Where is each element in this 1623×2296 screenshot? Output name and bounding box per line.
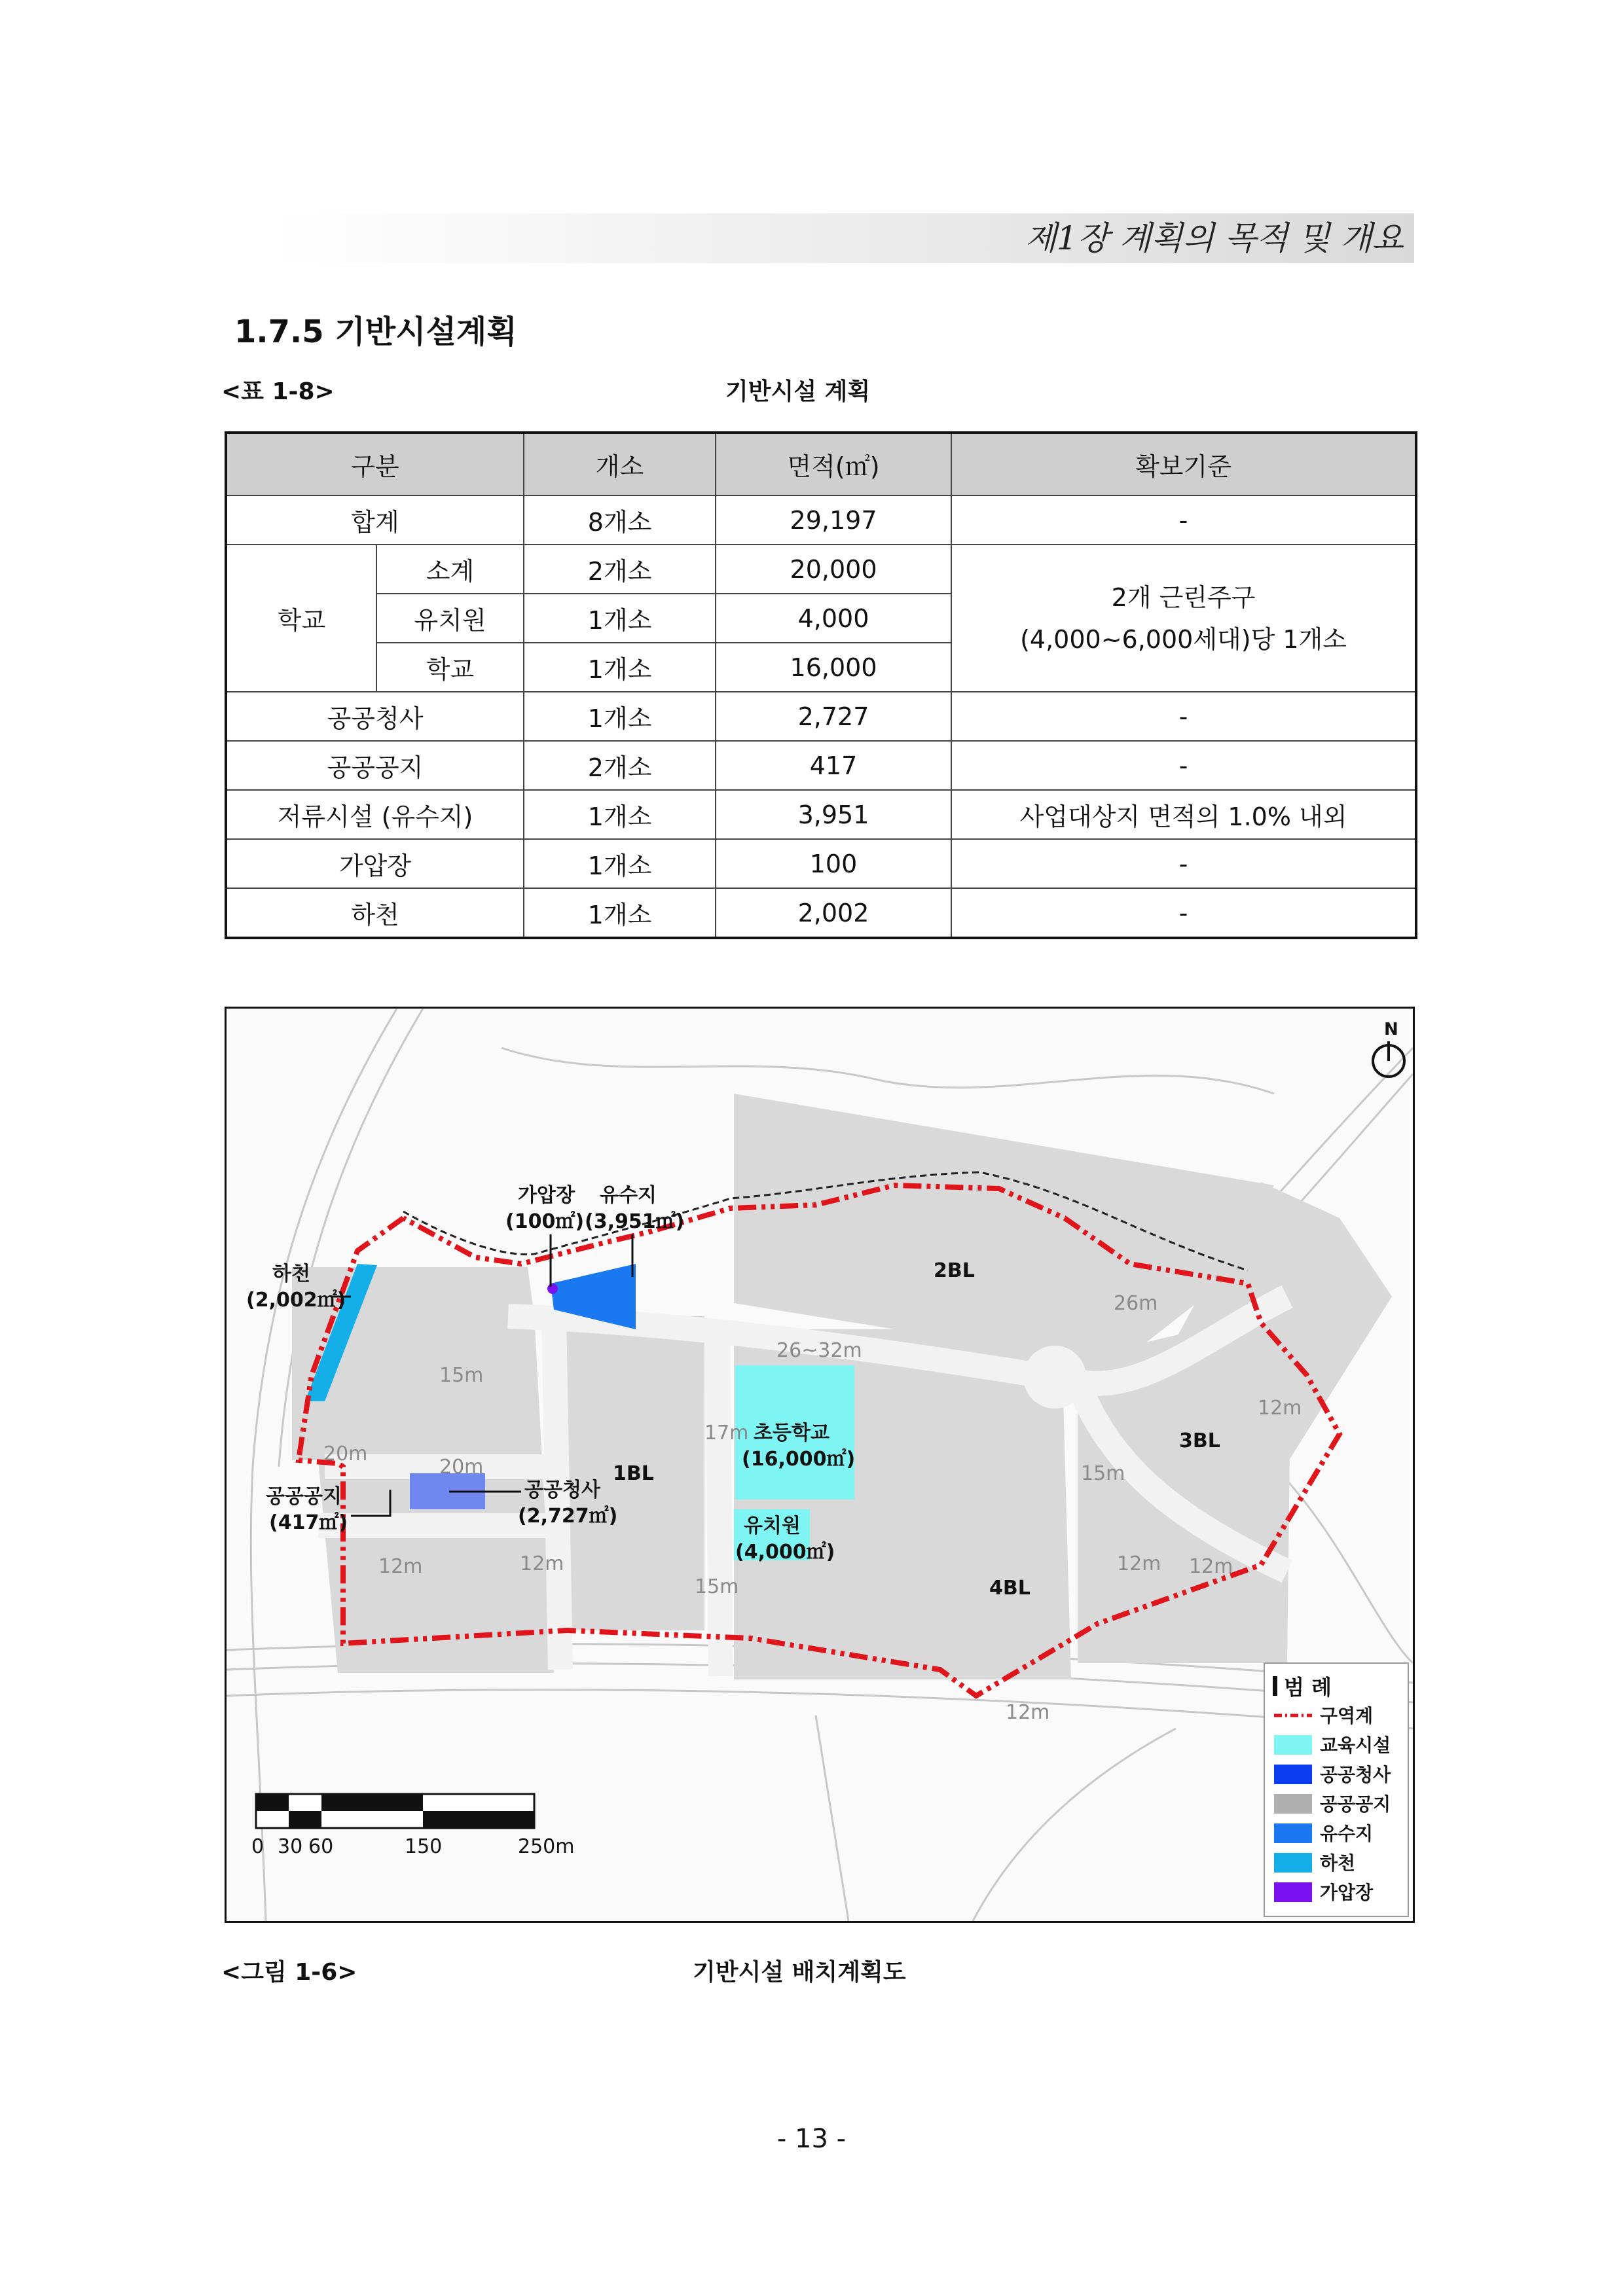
table-title: 기반시설 계획	[725, 378, 871, 405]
svg-text:3BL: 3BL	[1179, 1429, 1220, 1452]
svg-text:공공공지: 공공공지	[1320, 1793, 1391, 1815]
table-header-row	[226, 433, 1416, 495]
table-row: 합계 8개소 29,197 -	[226, 495, 1416, 545]
svg-text:12m: 12m	[1006, 1701, 1050, 1724]
table-row: 공공공지 2개소 417 -	[226, 741, 1416, 790]
table-label: <표 1-8>	[221, 378, 335, 405]
svg-text:12m: 12m	[1189, 1555, 1233, 1578]
svg-text:(3,951㎡): (3,951㎡)	[585, 1210, 685, 1233]
pressure-station	[547, 1283, 558, 1294]
svg-text:30: 30	[278, 1835, 303, 1858]
svg-text:20m: 20m	[439, 1456, 484, 1479]
svg-text:(100㎡): (100㎡)	[505, 1210, 585, 1233]
table-row: 공공청사 1개소 2,727 -	[226, 692, 1416, 741]
svg-text:26m: 26m	[1114, 1292, 1158, 1315]
table-row: 학교 소계 2개소 20,000 2개 근린주구 (4,000~6,000세대)당 1개소	[226, 545, 1416, 594]
svg-text:2BL: 2BL	[934, 1259, 975, 1282]
svg-text:250m: 250m	[518, 1835, 575, 1858]
section-title: 1.7.5 기반시설계획	[234, 314, 517, 350]
svg-text:범 례: 범 례	[1284, 1675, 1332, 1700]
svg-text:하천: 하천	[1320, 1852, 1356, 1874]
site-map	[225, 1007, 1415, 1923]
table-row: 저류시설 (유수지) 1개소 3,951 사업대상지 면적의 1.0% 내외	[226, 790, 1416, 839]
infrastructure-table	[225, 431, 1417, 939]
svg-text:가압장: 가압장	[1320, 1882, 1374, 1903]
col-header: 개소	[524, 433, 716, 495]
svg-text:N: N	[1384, 1020, 1398, 1039]
svg-text:12m: 12m	[1117, 1552, 1161, 1575]
figure-title: 기반시설 배치계획도	[693, 1959, 906, 1986]
svg-text:15m: 15m	[439, 1364, 484, 1387]
table-row: 가압장 1개소 100 -	[226, 839, 1416, 888]
svg-text:하천: 하천	[272, 1263, 310, 1285]
col-header: 구분	[226, 433, 524, 495]
svg-text:(417㎡): (417㎡)	[269, 1511, 348, 1534]
svg-text:12m: 12m	[1258, 1397, 1302, 1420]
school-basis-cell: 2개 근린주구 (4,000~6,000세대)당 1개소	[951, 545, 1416, 692]
north-arrow	[1373, 1020, 1404, 1077]
svg-text:15m: 15m	[1081, 1462, 1125, 1485]
svg-text:0: 0	[251, 1835, 264, 1858]
svg-text:1BL: 1BL	[613, 1462, 654, 1485]
table-row: 하천 1개소 2,002 -	[226, 888, 1416, 938]
col-header: 면적(㎡)	[716, 433, 951, 495]
svg-text:(2,002㎡): (2,002㎡)	[246, 1289, 346, 1312]
svg-text:20m: 20m	[323, 1443, 368, 1465]
svg-text:공공공지: 공공공지	[266, 1485, 342, 1508]
scale-bar	[251, 1794, 574, 1858]
svg-text:60: 60	[308, 1835, 334, 1858]
svg-text:(4,000㎡): (4,000㎡)	[735, 1541, 835, 1564]
svg-text:12m: 12m	[378, 1555, 423, 1578]
svg-text:유수지: 유수지	[1320, 1823, 1374, 1844]
chapter-header: 제1장 계획의 목적 및 개요	[1025, 219, 1404, 257]
svg-text:26~32m: 26~32m	[776, 1339, 862, 1362]
svg-text:4BL: 4BL	[989, 1577, 1030, 1600]
svg-text:구역계: 구역계	[1320, 1705, 1374, 1727]
svg-text:초등학교: 초등학교	[754, 1422, 830, 1444]
svg-text:(16,000㎡): (16,000㎡)	[742, 1448, 856, 1471]
svg-text:(2,727㎡): (2,727㎡)	[518, 1505, 618, 1528]
svg-text:12m: 12m	[520, 1552, 564, 1575]
svg-text:150: 150	[405, 1835, 443, 1858]
table-row: 학교 1개소 16,000	[226, 643, 1416, 692]
col-header: 확보기준	[951, 433, 1416, 495]
svg-text:유수지: 유수지	[600, 1184, 657, 1207]
school-group-cell: 학교	[226, 545, 376, 692]
figure-label: <그림 1-6>	[221, 1959, 357, 1986]
svg-text:17m: 17m	[704, 1422, 749, 1444]
svg-text:공공청사: 공공청사	[1320, 1764, 1391, 1785]
legend	[1264, 1663, 1408, 1916]
svg-text:가압장: 가압장	[518, 1184, 575, 1207]
svg-text:유치원: 유치원	[744, 1515, 801, 1537]
svg-text:교육시설: 교육시설	[1320, 1734, 1391, 1756]
table-row: 유치원 1개소 4,000	[226, 594, 1416, 643]
svg-text:15m: 15m	[695, 1575, 739, 1598]
svg-text:공공청사: 공공청사	[524, 1479, 600, 1501]
page-number: - 13 -	[776, 2124, 847, 2154]
